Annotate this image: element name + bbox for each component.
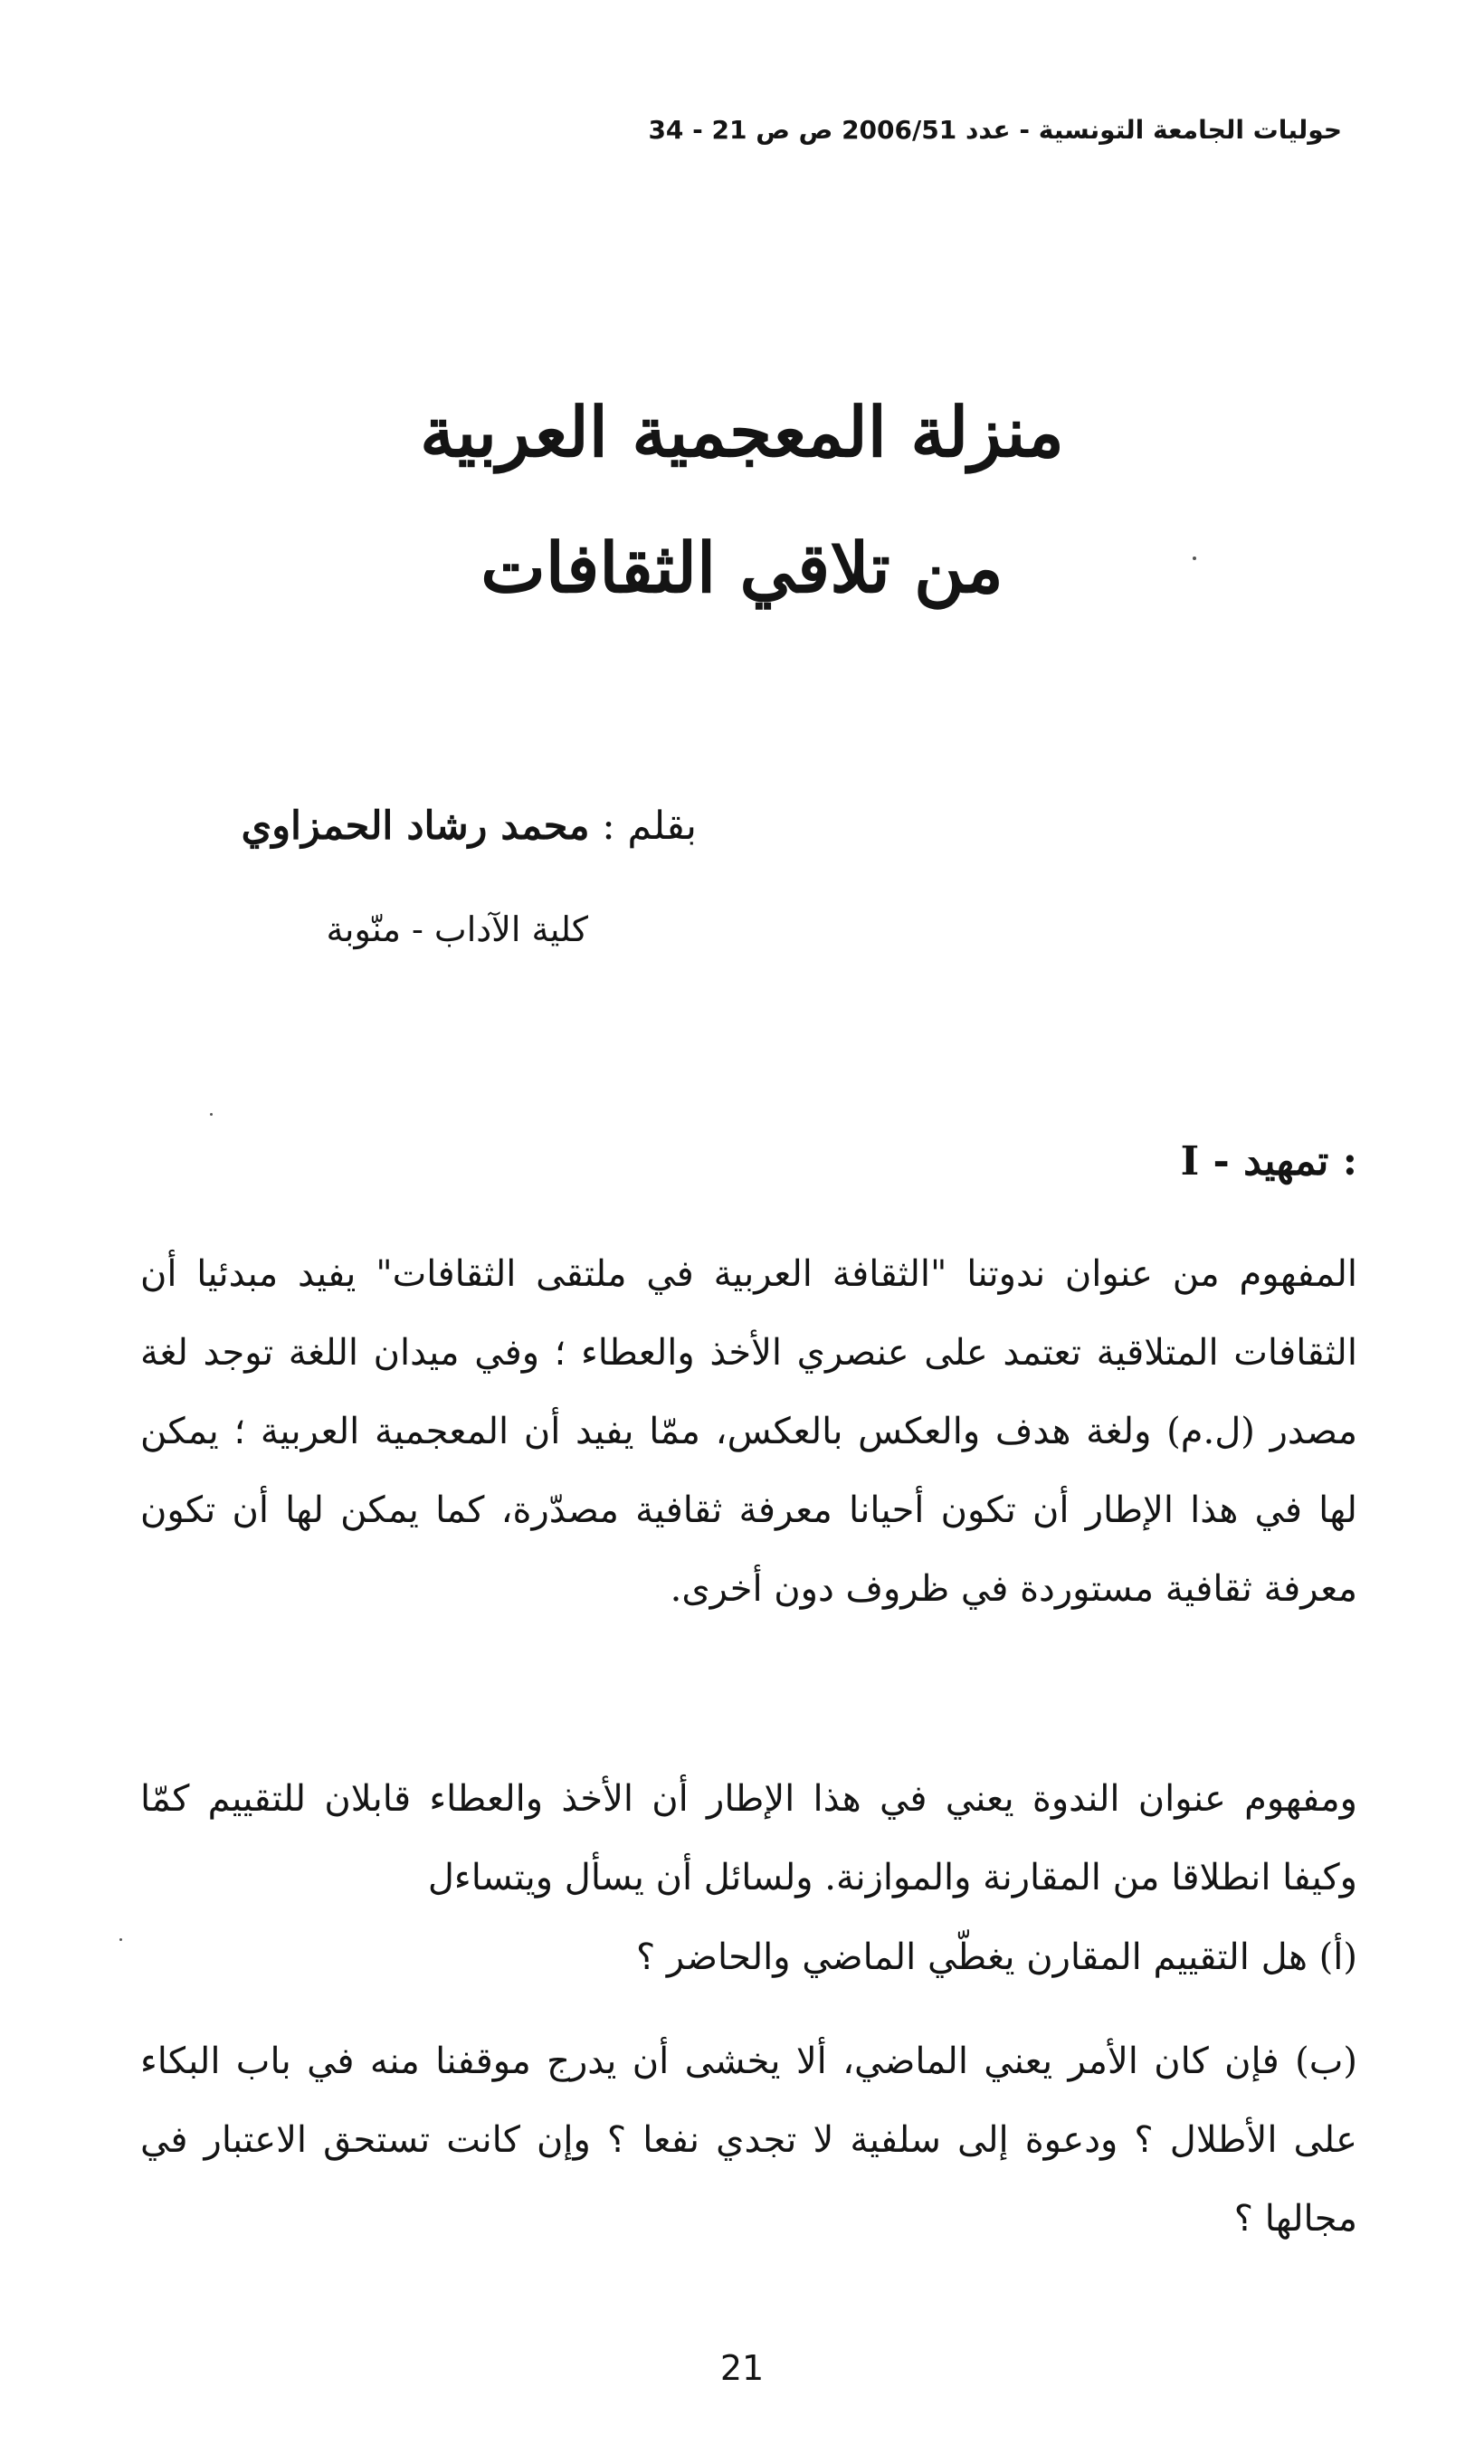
article-title-line-2: من تلاقي الثقافات	[480, 528, 1004, 608]
byline-prefix: بقلم :	[589, 804, 697, 849]
running-header: حوليات الجامعة التونسية - عدد 2006/51 ص ص 21 - 34	[648, 115, 1342, 145]
body-paragraph: المفهوم من عنوان ندوتنا "الثقافة العربية في ملتقى الثقافات" يفيد مبدئيا أن الثقافات المتلاقية تعتمد على عنصري الأخذ والعطاء ؛ وفي ميدان اللغة توجد لغة مصدر (ل.م) ولغة هدف والعكس بالعكس، ممّا يفيد أن المعجمية العربية ؛ يمكن لها في هذا الإطار أن تكون أحيانا معرفة ثقافية مصدّرة، كما يمكن لها أن تكون معرفة ثقافية مستوردة في ظروف دون أخرى.	[140, 1253, 1357, 1610]
scan-speck	[1193, 557, 1196, 560]
byline	[63, 804, 697, 849]
body-paragraph: (ب) فإن كان الأمر يعني الماضي، ألا يخشى أن يدرج موقفنا منه في باب البكاء على الأطلال ؟ ودعوة إلى سلفية لا تجدي نفعا ؟ وإن كانت تستحق الاعتبار في مجالها ؟	[140, 2041, 1357, 2240]
article-title-line-1: منزلة المعجمية العربية	[420, 392, 1064, 472]
scan-speck	[119, 1938, 122, 1941]
body-paragraph: (أ) هل التقييم المقارن يغطّي الماضي والحاضر ؟	[635, 1936, 1357, 1978]
scan-speck	[210, 1113, 213, 1116]
page-number: 21	[719, 2348, 765, 2388]
section-heading: I - تمهيد :	[1180, 1138, 1357, 1184]
body-paragraph: ومفهوم عنوان الندوة يعني في هذا الإطار أن الأخذ والعطاء قابلان للتقييم كمّا وكيفا انطلاقا من المقارنة والموازنة. ولسائل أن يسأل ويتساءل	[140, 1778, 1357, 1898]
author-name: محمد رشاد الحمزاوي	[241, 804, 590, 849]
author-affiliation: كلية الآداب - منّوبة	[326, 909, 588, 949]
